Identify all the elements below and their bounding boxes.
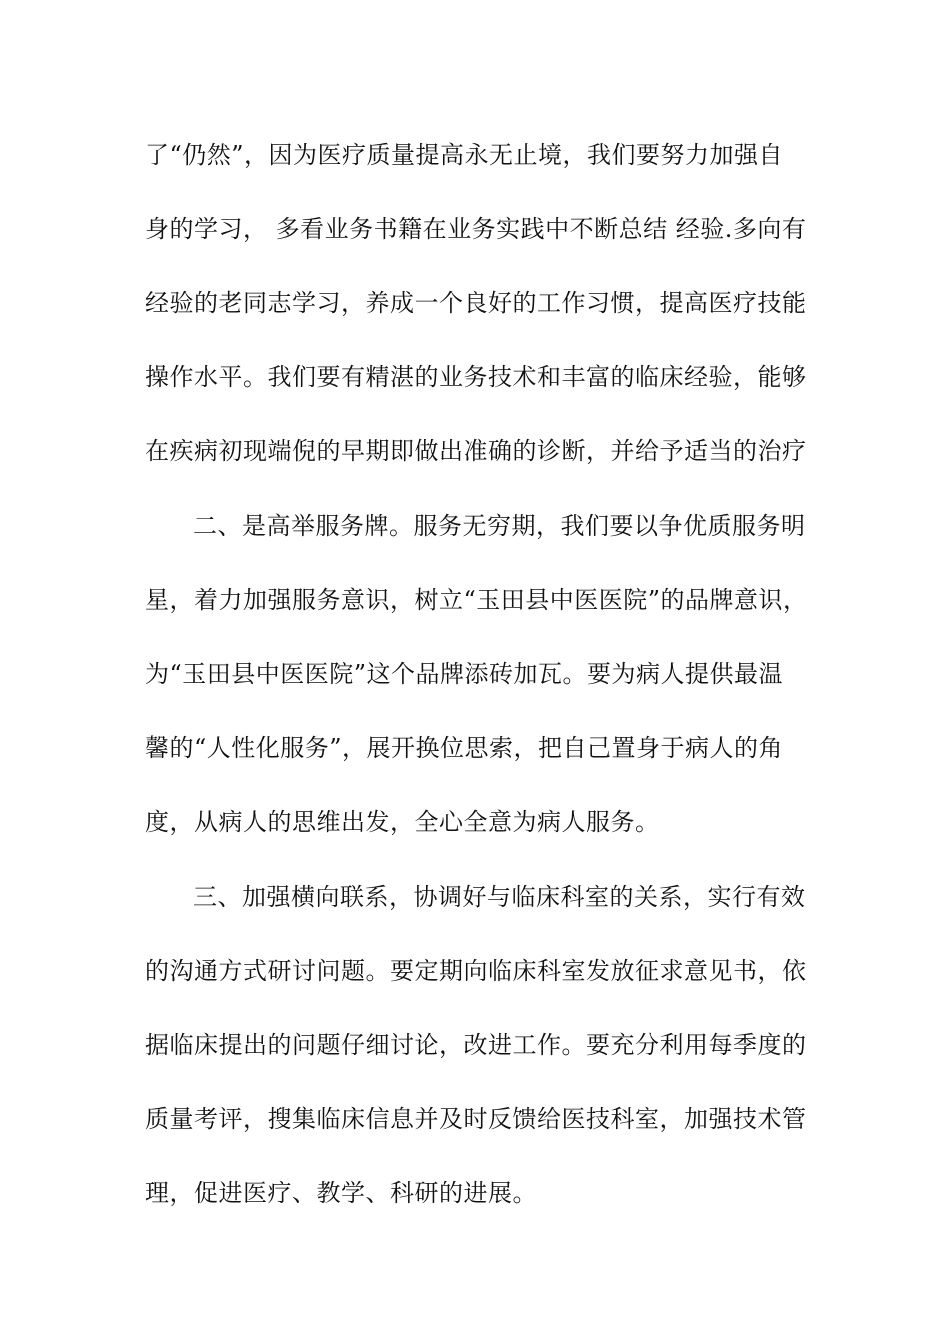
- text-line: 馨的“人性化服务”，展开换位思索，把自己置身于病人的角: [145, 734, 784, 762]
- text-line: 据临床提出的问题仔细讨论，改进工作。要充分利用每季度的: [145, 1031, 807, 1059]
- text-line: 了“仍然”，因为医疗质量提高永无止境，我们要努力加强自: [145, 141, 784, 169]
- text-line: 质量考评，搜集临床信息并及时反馈给医技科室，加强技术管: [145, 1105, 807, 1133]
- text-line: 为“玉田县中医医院”这个品牌添砖加瓦。要为病人提供最温: [145, 660, 784, 688]
- text-line: 身的学习， 多看业务书籍在业务实践中不断总结 经验.多向有: [145, 215, 807, 243]
- paragraph-start-line: 三、加强横向联系，协调好与临床科室的关系，实行有效: [193, 883, 806, 911]
- paragraph-start-line: 二、是高举服务牌。服务无穷期，我们要以争优质服务明: [193, 512, 806, 540]
- text-line: 操作水平。我们要有精湛的业务技术和丰富的临床经验，能够: [145, 363, 807, 391]
- text-line: 理，促进医疗、教学、科研的进展。: [145, 1179, 537, 1207]
- text-line: 经验的老同志学习，养成一个良好的工作习惯，提高医疗技能: [145, 289, 807, 317]
- text-line: 的沟通方式研讨问题。要定期向临床科室发放征求意见书，依: [145, 957, 807, 985]
- text-line: 星，着力加强服务意识，树立“玉田县中医医院”的品牌意识，: [145, 586, 808, 614]
- text-line: 度，从病人的思维出发，全心全意为病人服务。: [145, 808, 660, 836]
- text-line: 在疾病初现端倪的早期即做出准确的诊断，并给予适当的治疗: [145, 437, 807, 465]
